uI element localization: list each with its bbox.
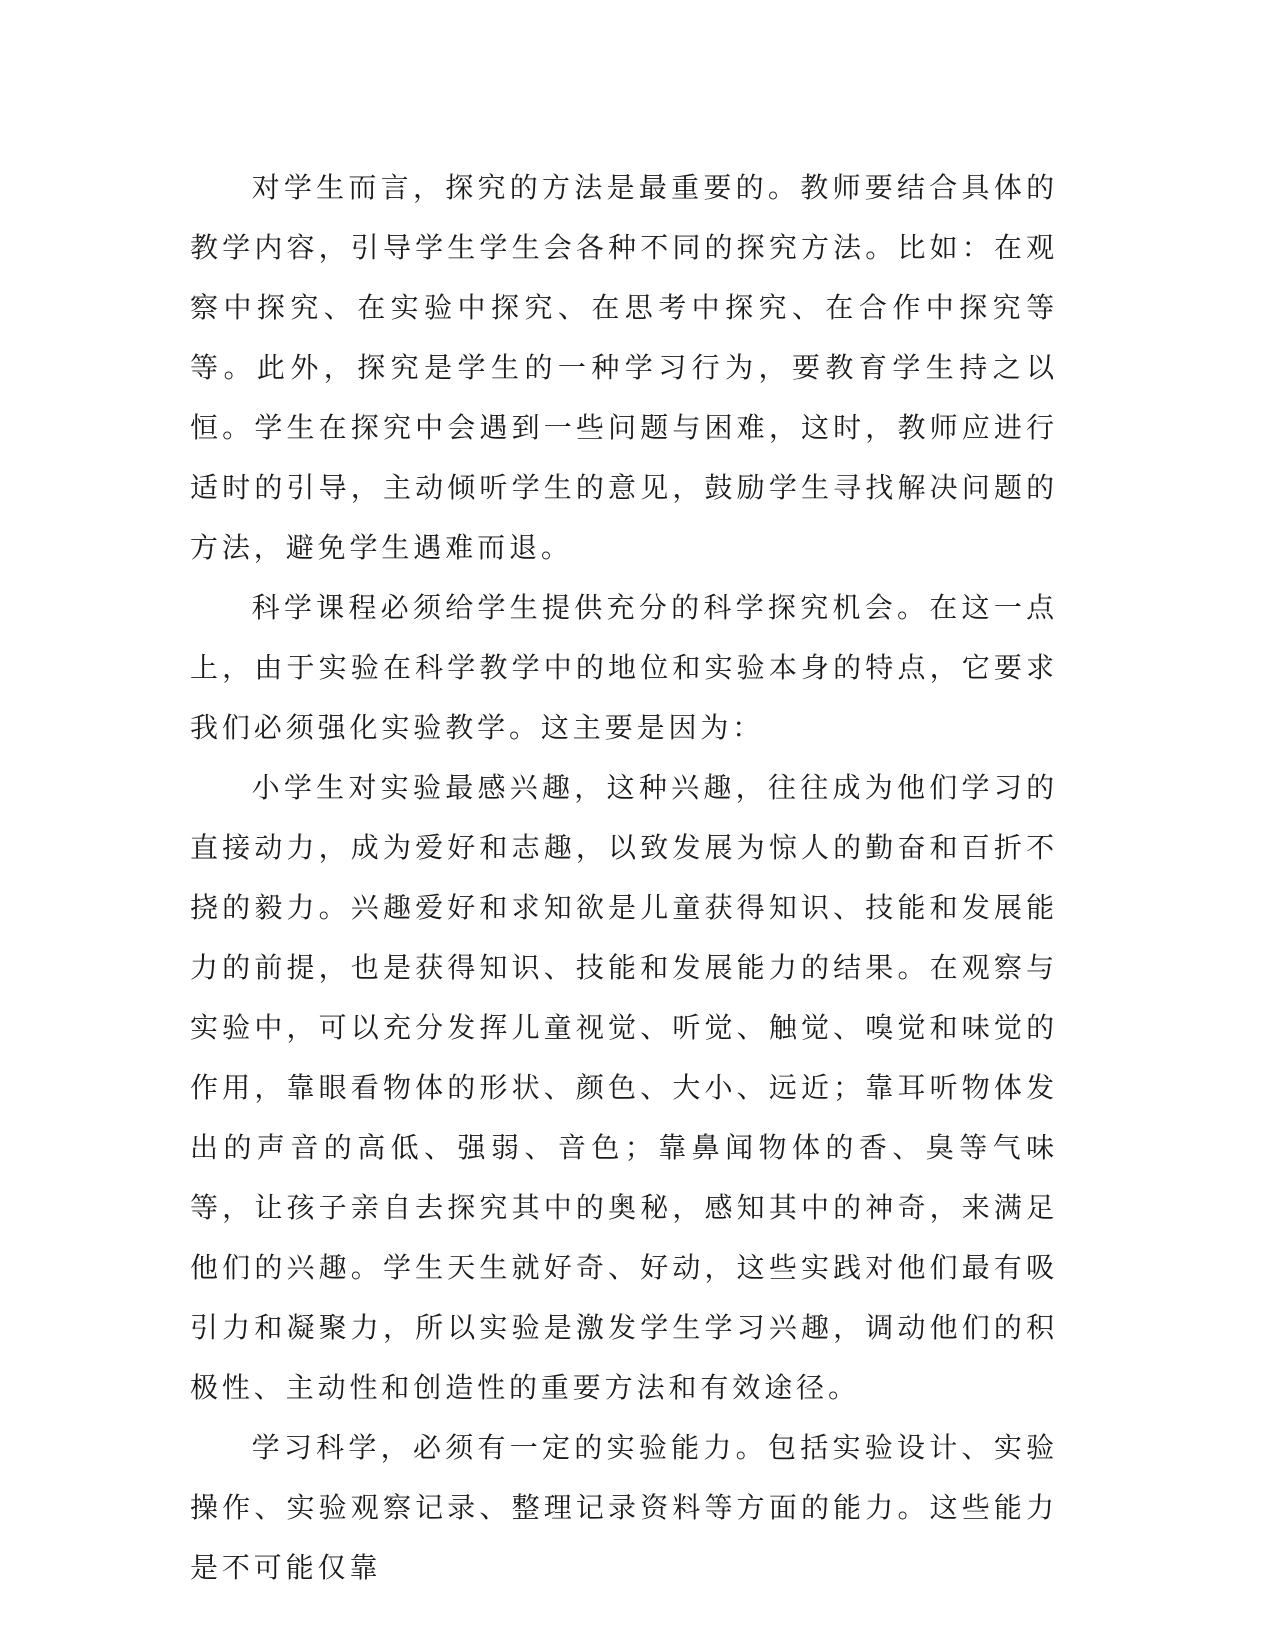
- paragraph-inquiry-methods: 对学生而言，探究的方法是最重要的。教师要结合具体的教学内容，引导学生学生会各种不同的探究方法。比如：在观察中探究、在实验中探究、在思考中探究、在合作中探究等等。此外，探究是学生的一种学习行为，要教育学生持之以恒。学生在探究中会遇到一些问题与困难，这时，教师应进行适时的引导，主动倾听学生的意见，鼓励学生寻找解决问题的方法，避免学生遇难而退。: [190, 171, 1058, 564]
- document-body: [190, 158, 1058, 1598]
- paragraph-inquiry-opportunity: 科学课程必须给学生提供充分的科学探究机会。在这一点上，由于实验在科学教学中的地位和实验本身的特点，它要求我们必须强化实验教学。这主要是因为：: [190, 591, 1058, 744]
- paragraph-experiment-ability: 学习科学，必须有一定的实验能力。包括实验设计、实验操作、实验观察记录、整理记录资料等方面的能力。这些能力是不可能仅靠: [190, 1431, 1058, 1584]
- paragraph-experiment-interest: 小学生对实验最感兴趣，这种兴趣，往往成为他们学习的直接动力，成为爱好和志趣，以致发展为惊人的勤奋和百折不挠的毅力。兴趣爱好和求知欲是儿童获得知识、技能和发展能力的前提，也是获得知识、技能和发展能力的结果。在观察与实验中，可以充分发挥儿童视觉、听觉、触觉、嗅觉和味觉的作用，靠眼看物体的形状、颜色、大小、远近；靠耳听物体发出的声音的高低、强弱、音色；靠鼻闻物体的香、臭等气味等，让孩子亲自去探究其中的奥秘，感知其中的神奇，来满足他们的兴趣。学生天生就好奇、好动，这些实践对他们最有吸引力和凝聚力，所以实验是激发学生学习兴趣，调动他们的积极性、主动性和创造性的重要方法和有效途径。: [190, 771, 1058, 1404]
